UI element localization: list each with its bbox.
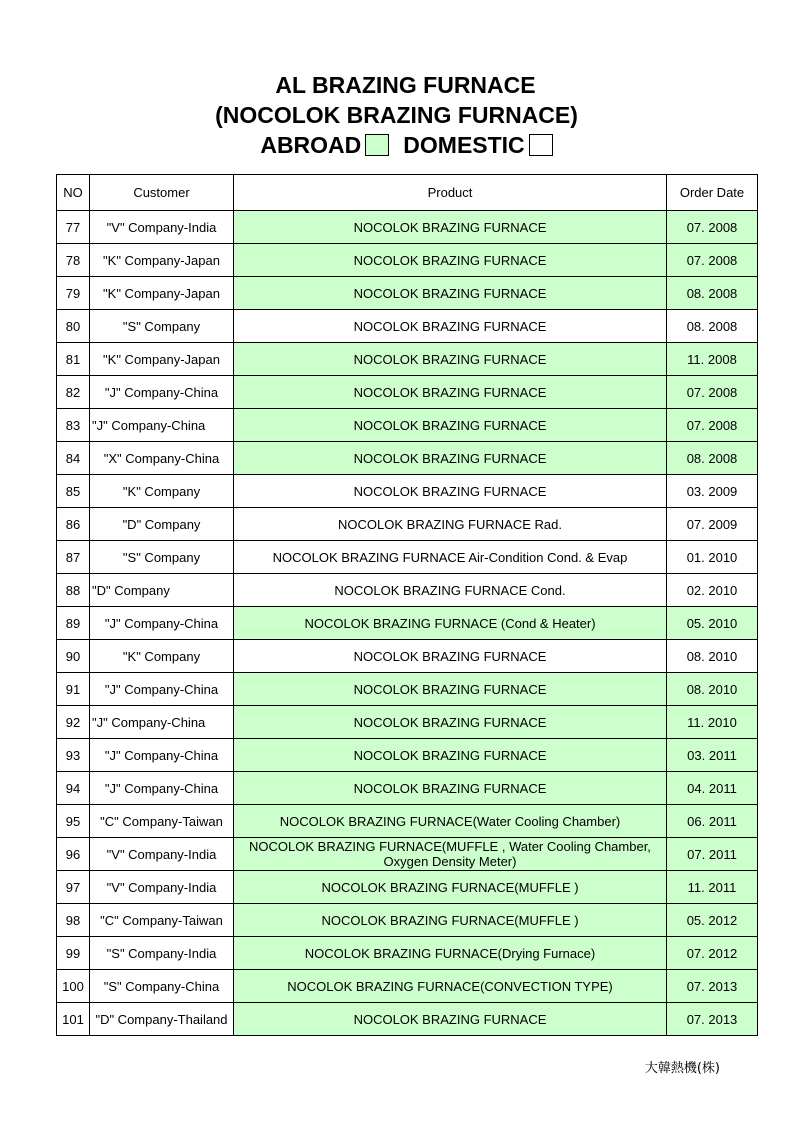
table-row	[57, 673, 758, 706]
header-order-date: Order Date	[667, 175, 758, 211]
table-row	[57, 871, 758, 904]
table-row	[57, 607, 758, 640]
cell-customer: "V" Company-India	[90, 838, 234, 871]
cell-order-date: 04. 2011	[667, 772, 758, 805]
table-row	[57, 640, 758, 673]
cell-order-date: 07. 2008	[667, 376, 758, 409]
table-header-row	[57, 175, 758, 211]
cell-no: 80	[57, 310, 90, 343]
cell-customer: "D" Company-Thailand	[90, 1003, 234, 1036]
cell-order-date: 07. 2013	[667, 970, 758, 1003]
cell-order-date: 01. 2010	[667, 541, 758, 574]
page-subtitle: (NOCOLOK BRAZING FURNACE)	[215, 102, 578, 128]
header-customer: Customer	[90, 175, 234, 211]
cell-no: 94	[57, 772, 90, 805]
cell-order-date: 07. 2012	[667, 937, 758, 970]
cell-no: 99	[57, 937, 90, 970]
table-row	[57, 772, 758, 805]
cell-no: 98	[57, 904, 90, 937]
cell-product: NOCOLOK BRAZING FURNACE(MUFFLE , Water Cooling Chamber, Oxygen Density Meter)	[234, 838, 667, 871]
cell-customer: "J" Company-China	[90, 739, 234, 772]
cell-no: 101	[57, 1003, 90, 1036]
cell-no: 96	[57, 838, 90, 871]
cell-order-date: 06. 2011	[667, 805, 758, 838]
cell-product: NOCOLOK BRAZING FURNACE(Water Cooling Chamber)	[234, 805, 667, 838]
table-row	[57, 211, 758, 244]
cell-customer: "C" Company-Taiwan	[90, 805, 234, 838]
cell-order-date: 07. 2013	[667, 1003, 758, 1036]
cell-order-date: 08. 2008	[667, 310, 758, 343]
cell-customer: "K" Company-Japan	[90, 244, 234, 277]
cell-no: 78	[57, 244, 90, 277]
cell-product: NOCOLOK BRAZING FURNACE	[234, 673, 667, 706]
table-row	[57, 904, 758, 937]
table-row	[57, 508, 758, 541]
cell-no: 81	[57, 343, 90, 376]
cell-order-date: 11. 2011	[667, 871, 758, 904]
cell-order-date: 03. 2011	[667, 739, 758, 772]
cell-product: NOCOLOK BRAZING FURNACE	[234, 409, 667, 442]
table-row	[57, 706, 758, 739]
cell-product: NOCOLOK BRAZING FURNACE	[234, 1003, 667, 1036]
cell-customer: "J" Company-China	[90, 706, 234, 739]
legend-abroad-label: ABROAD	[260, 132, 362, 158]
cell-order-date: 11. 2008	[667, 343, 758, 376]
cell-product: NOCOLOK BRAZING FURNACE(Drying Furnace)	[234, 937, 667, 970]
cell-customer: "D" Company	[90, 508, 234, 541]
cell-customer: "J" Company-China	[90, 409, 234, 442]
cell-order-date: 07. 2008	[667, 244, 758, 277]
table-row	[57, 310, 758, 343]
cell-no: 100	[57, 970, 90, 1003]
cell-customer: "J" Company-China	[90, 607, 234, 640]
table-row	[57, 343, 758, 376]
cell-product: NOCOLOK BRAZING FURNACE	[234, 706, 667, 739]
cell-no: 79	[57, 277, 90, 310]
cell-order-date: 07. 2009	[667, 508, 758, 541]
cell-customer: "D" Company	[90, 574, 234, 607]
cell-order-date: 05. 2012	[667, 904, 758, 937]
cell-order-date: 08. 2008	[667, 277, 758, 310]
table-row	[57, 376, 758, 409]
cell-no: 89	[57, 607, 90, 640]
cell-customer: "S" Company-China	[90, 970, 234, 1003]
cell-product: NOCOLOK BRAZING FURNACE Air-Condition Cond. & Evap	[234, 541, 667, 574]
cell-customer: "V" Company-India	[90, 211, 234, 244]
cell-product: NOCOLOK BRAZING FURNACE(CONVECTION TYPE)	[234, 970, 667, 1003]
cell-no: 95	[57, 805, 90, 838]
table-row	[57, 739, 758, 772]
legend-domestic-label: DOMESTIC	[403, 132, 525, 158]
cell-no: 84	[57, 442, 90, 475]
cell-order-date: 03. 2009	[667, 475, 758, 508]
cell-order-date: 08. 2010	[667, 673, 758, 706]
cell-customer: "K" Company	[90, 640, 234, 673]
cell-no: 91	[57, 673, 90, 706]
cell-product: NOCOLOK BRAZING FURNACE	[234, 442, 667, 475]
cell-customer: "X" Company-China	[90, 442, 234, 475]
cell-product: NOCOLOK BRAZING FURNACE	[234, 310, 667, 343]
cell-no: 83	[57, 409, 90, 442]
cell-order-date: 11. 2010	[667, 706, 758, 739]
cell-product: NOCOLOK BRAZING FURNACE	[234, 640, 667, 673]
cell-customer: "K" Company	[90, 475, 234, 508]
cell-no: 86	[57, 508, 90, 541]
cell-customer: "V" Company-India	[90, 871, 234, 904]
table-row	[57, 541, 758, 574]
cell-no: 87	[57, 541, 90, 574]
cell-no: 85	[57, 475, 90, 508]
table-row	[57, 277, 758, 310]
legend	[20, 130, 793, 160]
cell-product: NOCOLOK BRAZING FURNACE (Cond & Heater)	[234, 607, 667, 640]
page-title: AL BRAZING FURNACE	[275, 72, 536, 98]
cell-customer: "C" Company-Taiwan	[90, 904, 234, 937]
cell-order-date: 07. 2008	[667, 211, 758, 244]
table-row	[57, 574, 758, 607]
cell-product: NOCOLOK BRAZING FURNACE(MUFFLE )	[234, 904, 667, 937]
table-row	[57, 1003, 758, 1036]
cell-no: 82	[57, 376, 90, 409]
cell-product: NOCOLOK BRAZING FURNACE Cond.	[234, 574, 667, 607]
cell-product: NOCOLOK BRAZING FURNACE	[234, 343, 667, 376]
cell-customer: "S" Company-India	[90, 937, 234, 970]
cell-customer: "J" Company-China	[90, 772, 234, 805]
cell-customer: "K" Company-Japan	[90, 343, 234, 376]
title-block	[0, 70, 793, 160]
cell-customer: "K" Company-Japan	[90, 277, 234, 310]
cell-product: NOCOLOK BRAZING FURNACE	[234, 244, 667, 277]
table-row	[57, 244, 758, 277]
cell-order-date: 08. 2010	[667, 640, 758, 673]
table-row	[57, 475, 758, 508]
cell-no: 77	[57, 211, 90, 244]
cell-no: 93	[57, 739, 90, 772]
orders-table-body	[57, 211, 758, 1036]
table-row	[57, 970, 758, 1003]
cell-order-date: 02. 2010	[667, 574, 758, 607]
cell-product: NOCOLOK BRAZING FURNACE	[234, 277, 667, 310]
orders-table	[56, 174, 758, 1036]
cell-order-date: 08. 2008	[667, 442, 758, 475]
table-row	[57, 805, 758, 838]
cell-product: NOCOLOK BRAZING FURNACE	[234, 739, 667, 772]
cell-customer: "S" Company	[90, 541, 234, 574]
cell-product: NOCOLOK BRAZING FURNACE	[234, 772, 667, 805]
table-row	[57, 409, 758, 442]
company-mark: 大韓熱機(株)	[644, 1061, 720, 1076]
legend-abroad-swatch	[365, 134, 389, 156]
cell-no: 92	[57, 706, 90, 739]
header-no: NO	[57, 175, 90, 211]
cell-no: 90	[57, 640, 90, 673]
cell-product: NOCOLOK BRAZING FURNACE	[234, 475, 667, 508]
cell-product: NOCOLOK BRAZING FURNACE	[234, 376, 667, 409]
cell-no: 97	[57, 871, 90, 904]
cell-customer: "S" Company	[90, 310, 234, 343]
cell-product: NOCOLOK BRAZING FURNACE	[234, 211, 667, 244]
cell-customer: "J" Company-China	[90, 673, 234, 706]
cell-order-date: 05. 2010	[667, 607, 758, 640]
table-row	[57, 838, 758, 871]
legend-domestic-swatch	[529, 134, 553, 156]
cell-product: NOCOLOK BRAZING FURNACE Rad.	[234, 508, 667, 541]
cell-order-date: 07. 2011	[667, 838, 758, 871]
cell-customer: "J" Company-China	[90, 376, 234, 409]
header-product: Product	[234, 175, 667, 211]
table-row	[57, 937, 758, 970]
table-row	[57, 442, 758, 475]
cell-product: NOCOLOK BRAZING FURNACE(MUFFLE )	[234, 871, 667, 904]
cell-order-date: 07. 2008	[667, 409, 758, 442]
cell-no: 88	[57, 574, 90, 607]
